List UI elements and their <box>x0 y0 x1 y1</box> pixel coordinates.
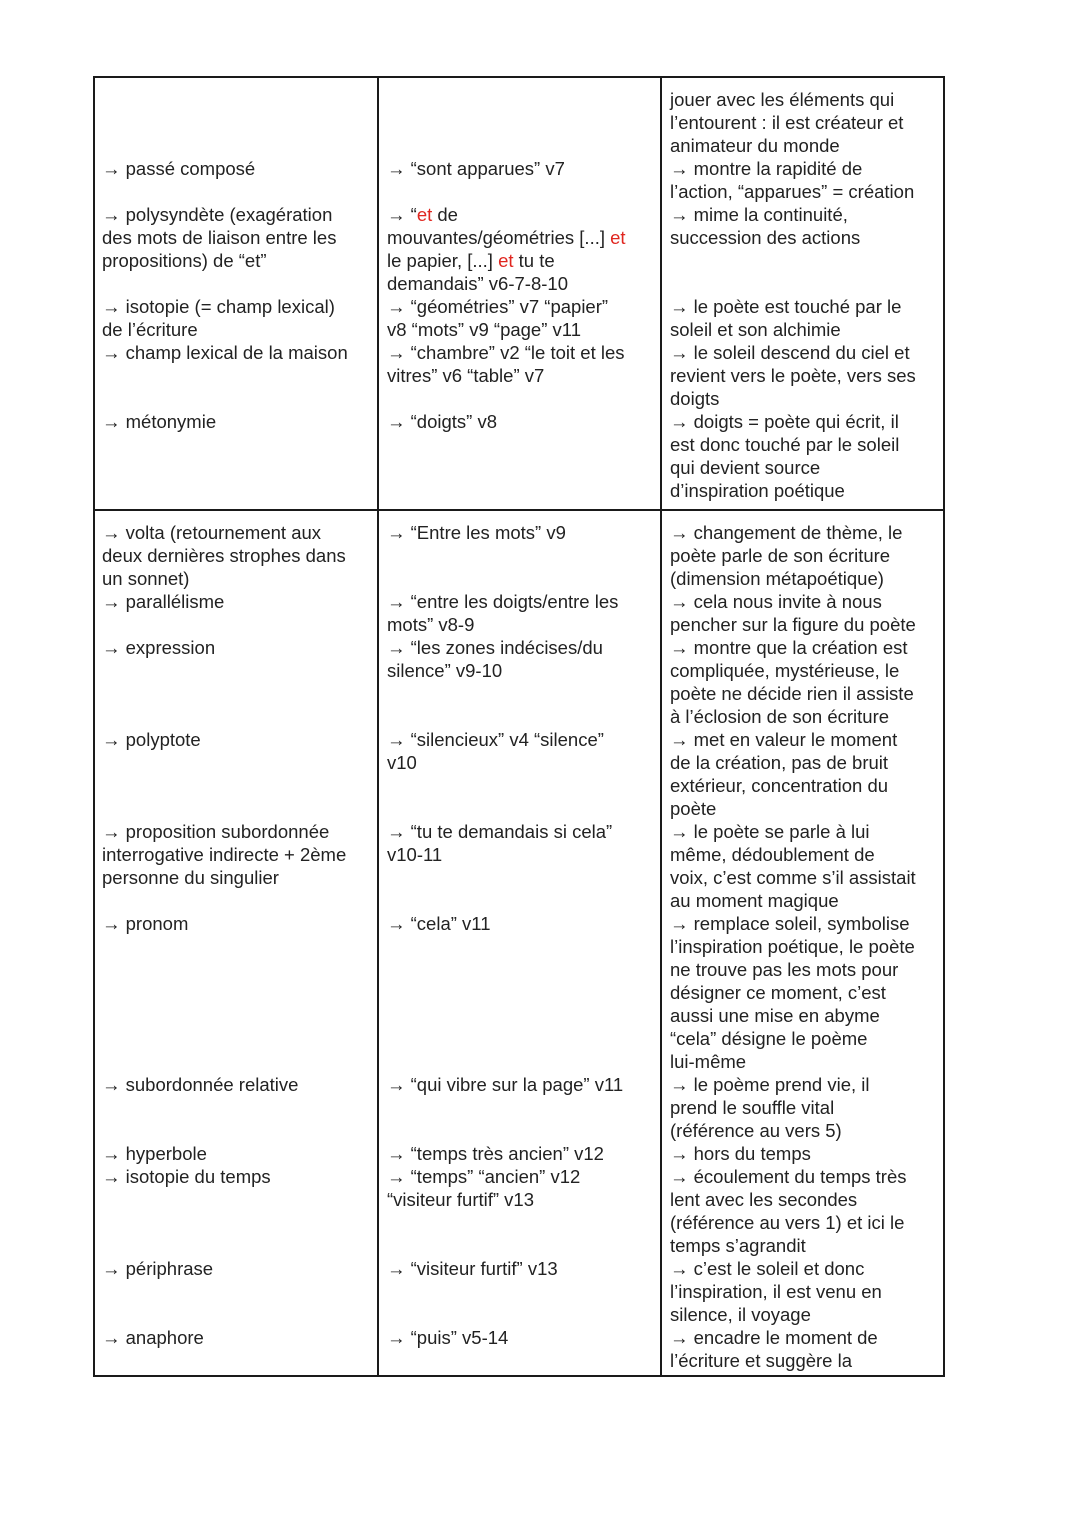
cell-line: → remplace soleil, symbolise <box>670 913 910 934</box>
cell-line <box>387 981 623 1004</box>
column-divider-1 <box>377 76 379 1377</box>
cell-line <box>387 1004 623 1027</box>
cell-line: → “doigts” v8 <box>387 411 498 432</box>
cell-line: → périphrase <box>102 1258 214 1279</box>
cell-line: → “les zones indécises/du <box>387 637 603 658</box>
cell-line: lent avec les secondes <box>670 1189 858 1210</box>
cell-line: → met en valeur le moment <box>670 729 898 750</box>
cell-line: → le soleil descend du ciel et <box>670 342 910 363</box>
cell-line: extérieur, concentration du <box>670 775 889 796</box>
cell-line <box>102 705 346 728</box>
row2-quote-cell <box>387 521 623 1349</box>
cell-line: propositions) de “et” <box>102 250 267 271</box>
cell-line <box>387 958 623 981</box>
cell-line: → “tu te demandais si cela” <box>387 821 613 842</box>
cell-line: → hyperbole <box>102 1143 207 1164</box>
cell-line <box>387 1119 623 1142</box>
cell-line: → le poète se parle à lui <box>670 821 870 842</box>
row1-quote-cell <box>387 88 626 433</box>
cell-line <box>102 1234 346 1257</box>
cell-line: → “visiteur furtif” v13 <box>387 1258 558 1279</box>
cell-line: (référence au vers 1) et ici le <box>670 1212 905 1233</box>
cell-line <box>387 180 626 203</box>
cell-line: temps s’agrandit <box>670 1235 806 1256</box>
cell-line: à l’éclosion de son écriture <box>670 706 890 727</box>
cell-line: lui-même <box>670 1051 747 1072</box>
cell-line <box>102 180 348 203</box>
cell-line: silence, il voyage <box>670 1304 811 1325</box>
cell-line <box>102 659 346 682</box>
cell-line: → isotopie (= champ lexical) <box>102 296 335 317</box>
cell-line: → métonymie <box>102 411 217 432</box>
cell-line: → anaphore <box>102 1327 204 1348</box>
cell-line: → “cela” v11 <box>387 913 491 934</box>
cell-line: mouvantes/géométries [...] et <box>387 227 626 248</box>
cell-line: “cela” désigne le poème <box>670 1028 868 1049</box>
cell-line: mots” v8-9 <box>387 614 475 635</box>
cell-line <box>102 958 346 981</box>
cell-line <box>102 1303 346 1326</box>
cell-line <box>102 682 346 705</box>
cell-line: → cela nous invite à nous <box>670 591 882 612</box>
cell-line: → “géométries” v7 “papier” <box>387 296 609 317</box>
cell-line <box>387 387 626 410</box>
highlighted-conjunction: et <box>416 204 433 225</box>
cell-line: l’écriture et suggère la <box>670 1350 853 1371</box>
row1-interpretation-cell <box>670 88 916 502</box>
cell-line: (dimension métapoétique) <box>670 568 884 589</box>
cell-line <box>670 272 916 295</box>
cell-line: → proposition subordonnée <box>102 821 330 842</box>
cell-line: pencher sur la figure du poète <box>670 614 916 635</box>
cell-line <box>102 364 348 387</box>
cell-line: personne du singulier <box>102 867 279 888</box>
cell-line: → c’est le soleil et donc <box>670 1258 865 1279</box>
cell-line: → le poème prend vie, il <box>670 1074 870 1095</box>
cell-line: voix, c’est comme s’il assistait <box>670 867 916 888</box>
cell-line: (référence au vers 5) <box>670 1120 842 1141</box>
cell-line: → subordonnée relative <box>102 1074 299 1095</box>
cell-line <box>102 1119 346 1142</box>
cell-line <box>387 1050 623 1073</box>
cell-line: → pronom <box>102 913 189 934</box>
cell-line: demandais” v6-7-8-10 <box>387 273 568 294</box>
cell-line: doigts <box>670 388 720 409</box>
cell-line: animateur du monde <box>670 135 840 156</box>
cell-line <box>387 797 623 820</box>
cell-line: → changement de thème, le <box>670 522 903 543</box>
cell-line: silence” v9-10 <box>387 660 503 681</box>
highlighted-conjunction: et <box>498 250 514 271</box>
cell-line: v8 “mots” v9 “page” v11 <box>387 319 581 340</box>
cell-line: de la création, pas de bruit <box>670 752 889 773</box>
cell-line: poète parle de son écriture <box>670 545 891 566</box>
cell-line: → passé composé <box>102 158 256 179</box>
cell-line: revient vers le poète, vers ses <box>670 365 916 386</box>
cell-line: → parallélisme <box>102 591 225 612</box>
cell-line: → “temps très ancien” v12 <box>387 1143 604 1164</box>
cell-line: → le poète est touché par le <box>670 296 902 317</box>
cell-line: → “entre les doigts/entre les <box>387 591 619 612</box>
cell-line: → volta (retournement aux <box>102 522 322 543</box>
row2-interpretation-cell <box>670 521 916 1372</box>
cell-line: → montre que la création est <box>670 637 908 658</box>
cell-line <box>102 111 348 134</box>
cell-line: → expression <box>102 637 216 658</box>
row2-figure-cell <box>102 521 346 1349</box>
cell-line <box>102 981 346 1004</box>
cell-line: des mots de liaison entre les <box>102 227 337 248</box>
cell-line: → polysyndète (exagération <box>102 204 333 225</box>
cell-line: → polyptote <box>102 729 201 750</box>
cell-line: même, dédoublement de <box>670 844 875 865</box>
cell-line: → “silencieux” v4 “silence” <box>387 729 604 750</box>
cell-line <box>102 1004 346 1027</box>
cell-line <box>102 1211 346 1234</box>
cell-line <box>102 387 348 410</box>
cell-line: → écoulement du temps très <box>670 1166 907 1187</box>
cell-line: “visiteur furtif” v13 <box>387 1189 535 1210</box>
cell-line: → “qui vibre sur la page” v11 <box>387 1074 624 1095</box>
cell-line <box>670 249 916 272</box>
cell-line <box>387 567 623 590</box>
cell-line: poète ne décide rien il assiste <box>670 683 914 704</box>
cell-line <box>102 1096 346 1119</box>
cell-line <box>102 272 348 295</box>
cell-line <box>387 1234 623 1257</box>
cell-line <box>387 1027 623 1050</box>
cell-line: d’inspiration poétique <box>670 480 845 501</box>
cell-line: est donc touché par le soleil <box>670 434 900 455</box>
cell-line: soleil et son alchimie <box>670 319 841 340</box>
column-divider-2 <box>660 76 662 1377</box>
cell-line: → champ lexical de la maison <box>102 342 348 363</box>
cell-line: → montre la rapidité de <box>670 158 863 179</box>
cell-line: jouer avec les éléments qui <box>670 89 895 110</box>
cell-line <box>387 935 623 958</box>
cell-line: → “temps” “ancien” v12 <box>387 1166 581 1187</box>
highlighted-conjunction: et <box>610 227 626 248</box>
cell-line: → “sont apparues” v7 <box>387 158 565 179</box>
cell-line <box>102 1188 346 1211</box>
cell-line <box>102 751 346 774</box>
cell-line: → mime la continuité, <box>670 204 848 225</box>
cell-line <box>387 866 623 889</box>
cell-line <box>102 797 346 820</box>
cell-line: au moment magique <box>670 890 839 911</box>
cell-line: compliquée, mystérieuse, le <box>670 660 900 681</box>
cell-line <box>102 889 346 912</box>
cell-line: deux dernières strophes dans <box>102 545 346 566</box>
cell-line: ne trouve pas les mots pour <box>670 959 899 980</box>
cell-line <box>387 111 626 134</box>
cell-line <box>387 889 623 912</box>
cell-line: le papier, [...] et tu te <box>387 250 555 271</box>
cell-line: un sonnet) <box>102 568 190 589</box>
cell-line <box>102 1027 346 1050</box>
cell-line: → “Entre les mots” v9 <box>387 522 566 543</box>
cell-line: vitres” v6 “table” v7 <box>387 365 545 386</box>
cell-line: l’entourent : il est créateur et <box>670 112 904 133</box>
cell-line: l’inspiration poétique, le poète <box>670 936 915 957</box>
cell-line <box>387 1303 623 1326</box>
cell-line <box>387 1280 623 1303</box>
cell-line <box>102 613 346 636</box>
cell-line <box>387 544 623 567</box>
cell-line: → “et de <box>387 204 458 225</box>
cell-line: désigner ce moment, c’est <box>670 982 886 1003</box>
cell-line <box>102 1050 346 1073</box>
cell-line: → “chambre” v2 “le toit et les <box>387 342 625 363</box>
cell-line: succession des actions <box>670 227 861 248</box>
cell-line: → “puis” v5-14 <box>387 1327 509 1348</box>
cell-line: → hors du temps <box>670 1143 811 1164</box>
cell-line <box>387 705 623 728</box>
cell-line: l’action, “apparues” = création <box>670 181 915 202</box>
cell-line: de l’écriture <box>102 319 198 340</box>
cell-line <box>387 134 626 157</box>
cell-line: poète <box>670 798 717 819</box>
cell-line <box>102 774 346 797</box>
cell-line <box>102 935 346 958</box>
row-divider <box>93 509 945 511</box>
cell-line <box>387 774 623 797</box>
cell-line: qui devient source <box>670 457 821 478</box>
cell-line <box>102 88 348 111</box>
cell-line: aussi une mise en abyme <box>670 1005 880 1026</box>
cell-line <box>387 88 626 111</box>
cell-line <box>387 1096 623 1119</box>
row1-figure-cell <box>102 88 348 433</box>
cell-line <box>102 134 348 157</box>
cell-line <box>387 1211 623 1234</box>
cell-line: prend le souffle vital <box>670 1097 835 1118</box>
cell-line: v10 <box>387 752 417 773</box>
cell-line: → doigts = poète qui écrit, il <box>670 411 899 432</box>
cell-line <box>102 1280 346 1303</box>
cell-line: interrogative indirecte + 2ème <box>102 844 347 865</box>
cell-line: → encadre le moment de <box>670 1327 878 1348</box>
cell-line <box>387 682 623 705</box>
cell-line: v10-11 <box>387 844 443 865</box>
cell-line: → isotopie du temps <box>102 1166 271 1187</box>
cell-line: l’inspiration, il est venu en <box>670 1281 882 1302</box>
